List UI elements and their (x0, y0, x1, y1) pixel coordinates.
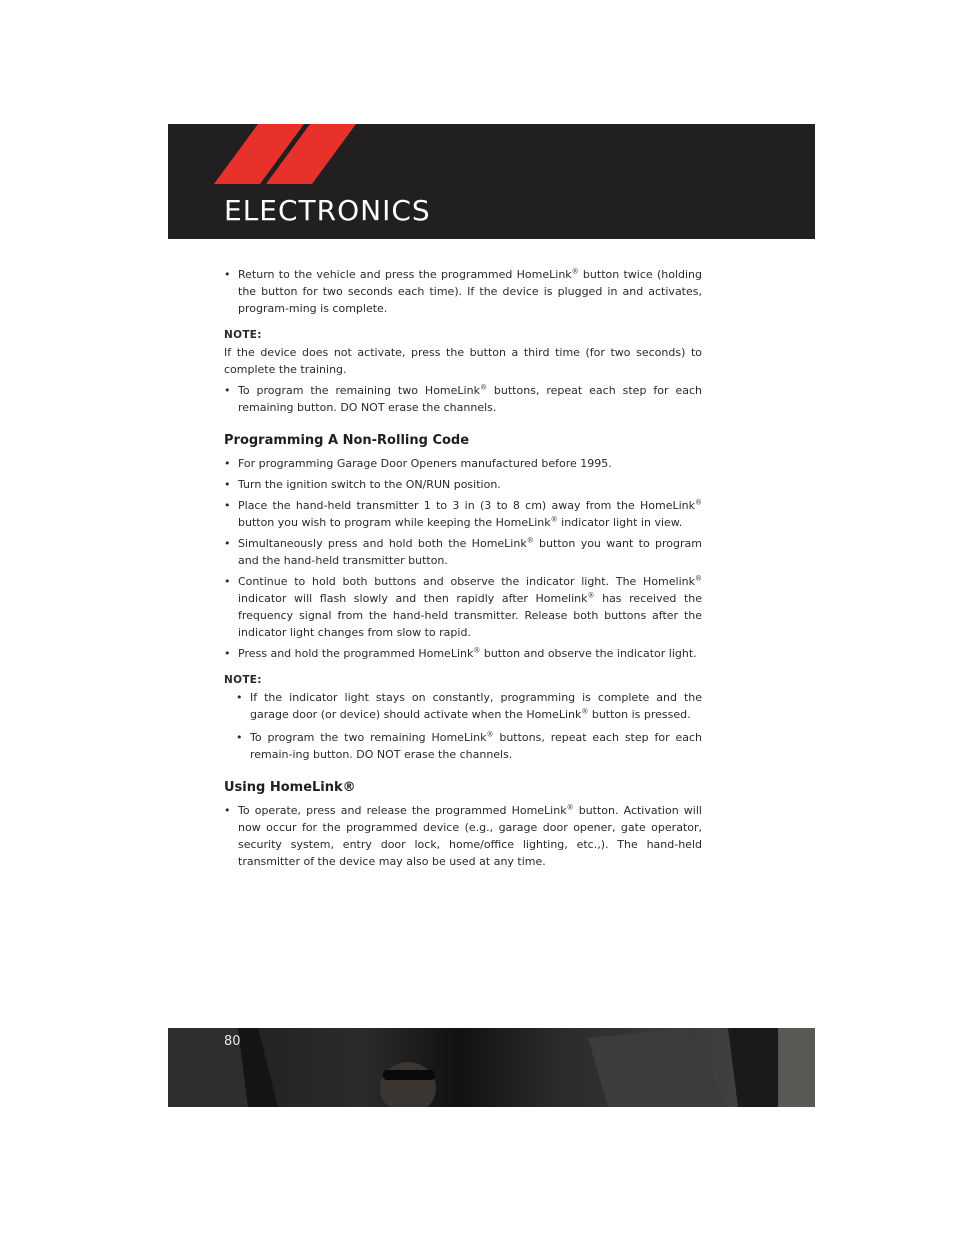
bullet-dot: • (236, 731, 243, 744)
bullet-item (224, 497, 702, 531)
footer-photo-band (168, 1028, 815, 1107)
bullet-dot: • (224, 499, 231, 512)
registered-mark: ® (587, 591, 595, 600)
bullet-dot: • (224, 647, 231, 660)
footer-photo (168, 1028, 815, 1107)
registered-mark: ® (473, 646, 481, 655)
bullet-item (224, 455, 702, 472)
bullet-item (224, 645, 702, 662)
bullet-dot: • (224, 457, 231, 470)
bullet-dot: • (224, 537, 231, 550)
bullet-text: For programming Garage Door Openers manufactured before 1995. (238, 457, 612, 470)
bullet-text: buttons, repeat each step for each remaining button. DO NOT erase the channels. (238, 384, 702, 414)
bullet-item (224, 802, 702, 870)
registered-mark: ® (571, 267, 579, 276)
note-label: NOTE: (224, 674, 262, 686)
bullet-text: button. Activation will now occur for the programmed device (e.g., garage door opener, gate operator, security system, entry door lock, home/office lighting, etc.,). The hand-held transmitter of the device may also be used at any time. (238, 804, 702, 868)
subsection-heading: Programming A Non-Rolling Code (224, 433, 470, 448)
bullet-dot: • (224, 575, 231, 588)
registered-mark: ® (479, 383, 487, 392)
registered-mark: ® (581, 707, 589, 716)
bullet-text: indicator light in view. (557, 516, 683, 529)
registered-mark: ® (526, 536, 534, 545)
section-title: ELECTRONICS (224, 194, 431, 227)
bullet-item (236, 689, 702, 723)
bullet-text: Simultaneously press and hold both the HomeLink (238, 537, 527, 550)
bullet-item (236, 729, 702, 763)
bullet-text: Return to the vehicle and press the programmed HomeLink (238, 268, 572, 281)
section-header-banner (168, 124, 815, 239)
brand-stripes-logo (214, 124, 364, 186)
bullet-text: To program the remaining two HomeLink (238, 384, 480, 397)
registered-mark: ® (550, 515, 558, 524)
registered-mark: ® (695, 574, 702, 583)
bullet-text: buttons, repeat each step for each remain-ing button. DO NOT erase the channels. (250, 731, 702, 761)
bullet-item (224, 573, 702, 641)
bullet-text: If the indicator light stays on constantly, programming is complete and the garage door (or device) should activate when the HomeLink (250, 691, 702, 721)
bullet-text: To program the two remaining HomeLink (250, 731, 487, 744)
bullet-text: To operate, press and release the programmed HomeLink (238, 804, 567, 817)
bullet-text: Press and hold the programmed HomeLink (238, 647, 474, 660)
bullet-text: button twice (holding the button for two seconds each time). If the device is plugged in and activates, program-ming is complete. (238, 268, 702, 315)
bullet-text: Continue to hold both buttons and observe the indicator light. The Homelink (238, 575, 695, 588)
page-content (224, 266, 702, 874)
note-text: If the device does not activate, press the button a third time (for two seconds) to complete the training. (224, 346, 702, 376)
registered-mark: ® (486, 730, 494, 739)
bullet-item (224, 382, 702, 416)
bullet-dot: • (236, 691, 243, 704)
bullet-item (224, 476, 702, 493)
bullet-item (224, 535, 702, 569)
bullet-text: has received the frequency signal from the hand-held transmitter. Release both buttons after the indicator light changes from slow to rapid. (238, 592, 702, 639)
bullet-dot: • (224, 478, 231, 491)
registered-mark: ® (566, 803, 574, 812)
bullet-text: button you want to program and the hand-held transmitter button. (238, 537, 702, 567)
bullet-text: button and observe the indicator light. (480, 647, 697, 660)
bullet-item (224, 266, 702, 317)
note-label: NOTE: (224, 329, 262, 341)
bullet-dot: • (224, 268, 231, 281)
bullet-text: Place the hand-held transmitter 1 to 3 in (3 to 8 cm) away from the HomeLink (238, 499, 695, 512)
bullet-text: Turn the ignition switch to the ON/RUN position. (238, 478, 501, 491)
subsection-heading: Using HomeLink® (224, 780, 356, 795)
bullet-dot: • (224, 804, 231, 817)
page-number: 80 (224, 1034, 241, 1049)
bullet-dot: • (224, 384, 231, 397)
bullet-text: button is pressed. (588, 708, 691, 721)
bullet-text: button you wish to program while keeping the HomeLink (238, 516, 551, 529)
bullet-text: indicator will flash slowly and then rapidly after Homelink (238, 592, 588, 605)
registered-mark: ® (695, 498, 702, 507)
